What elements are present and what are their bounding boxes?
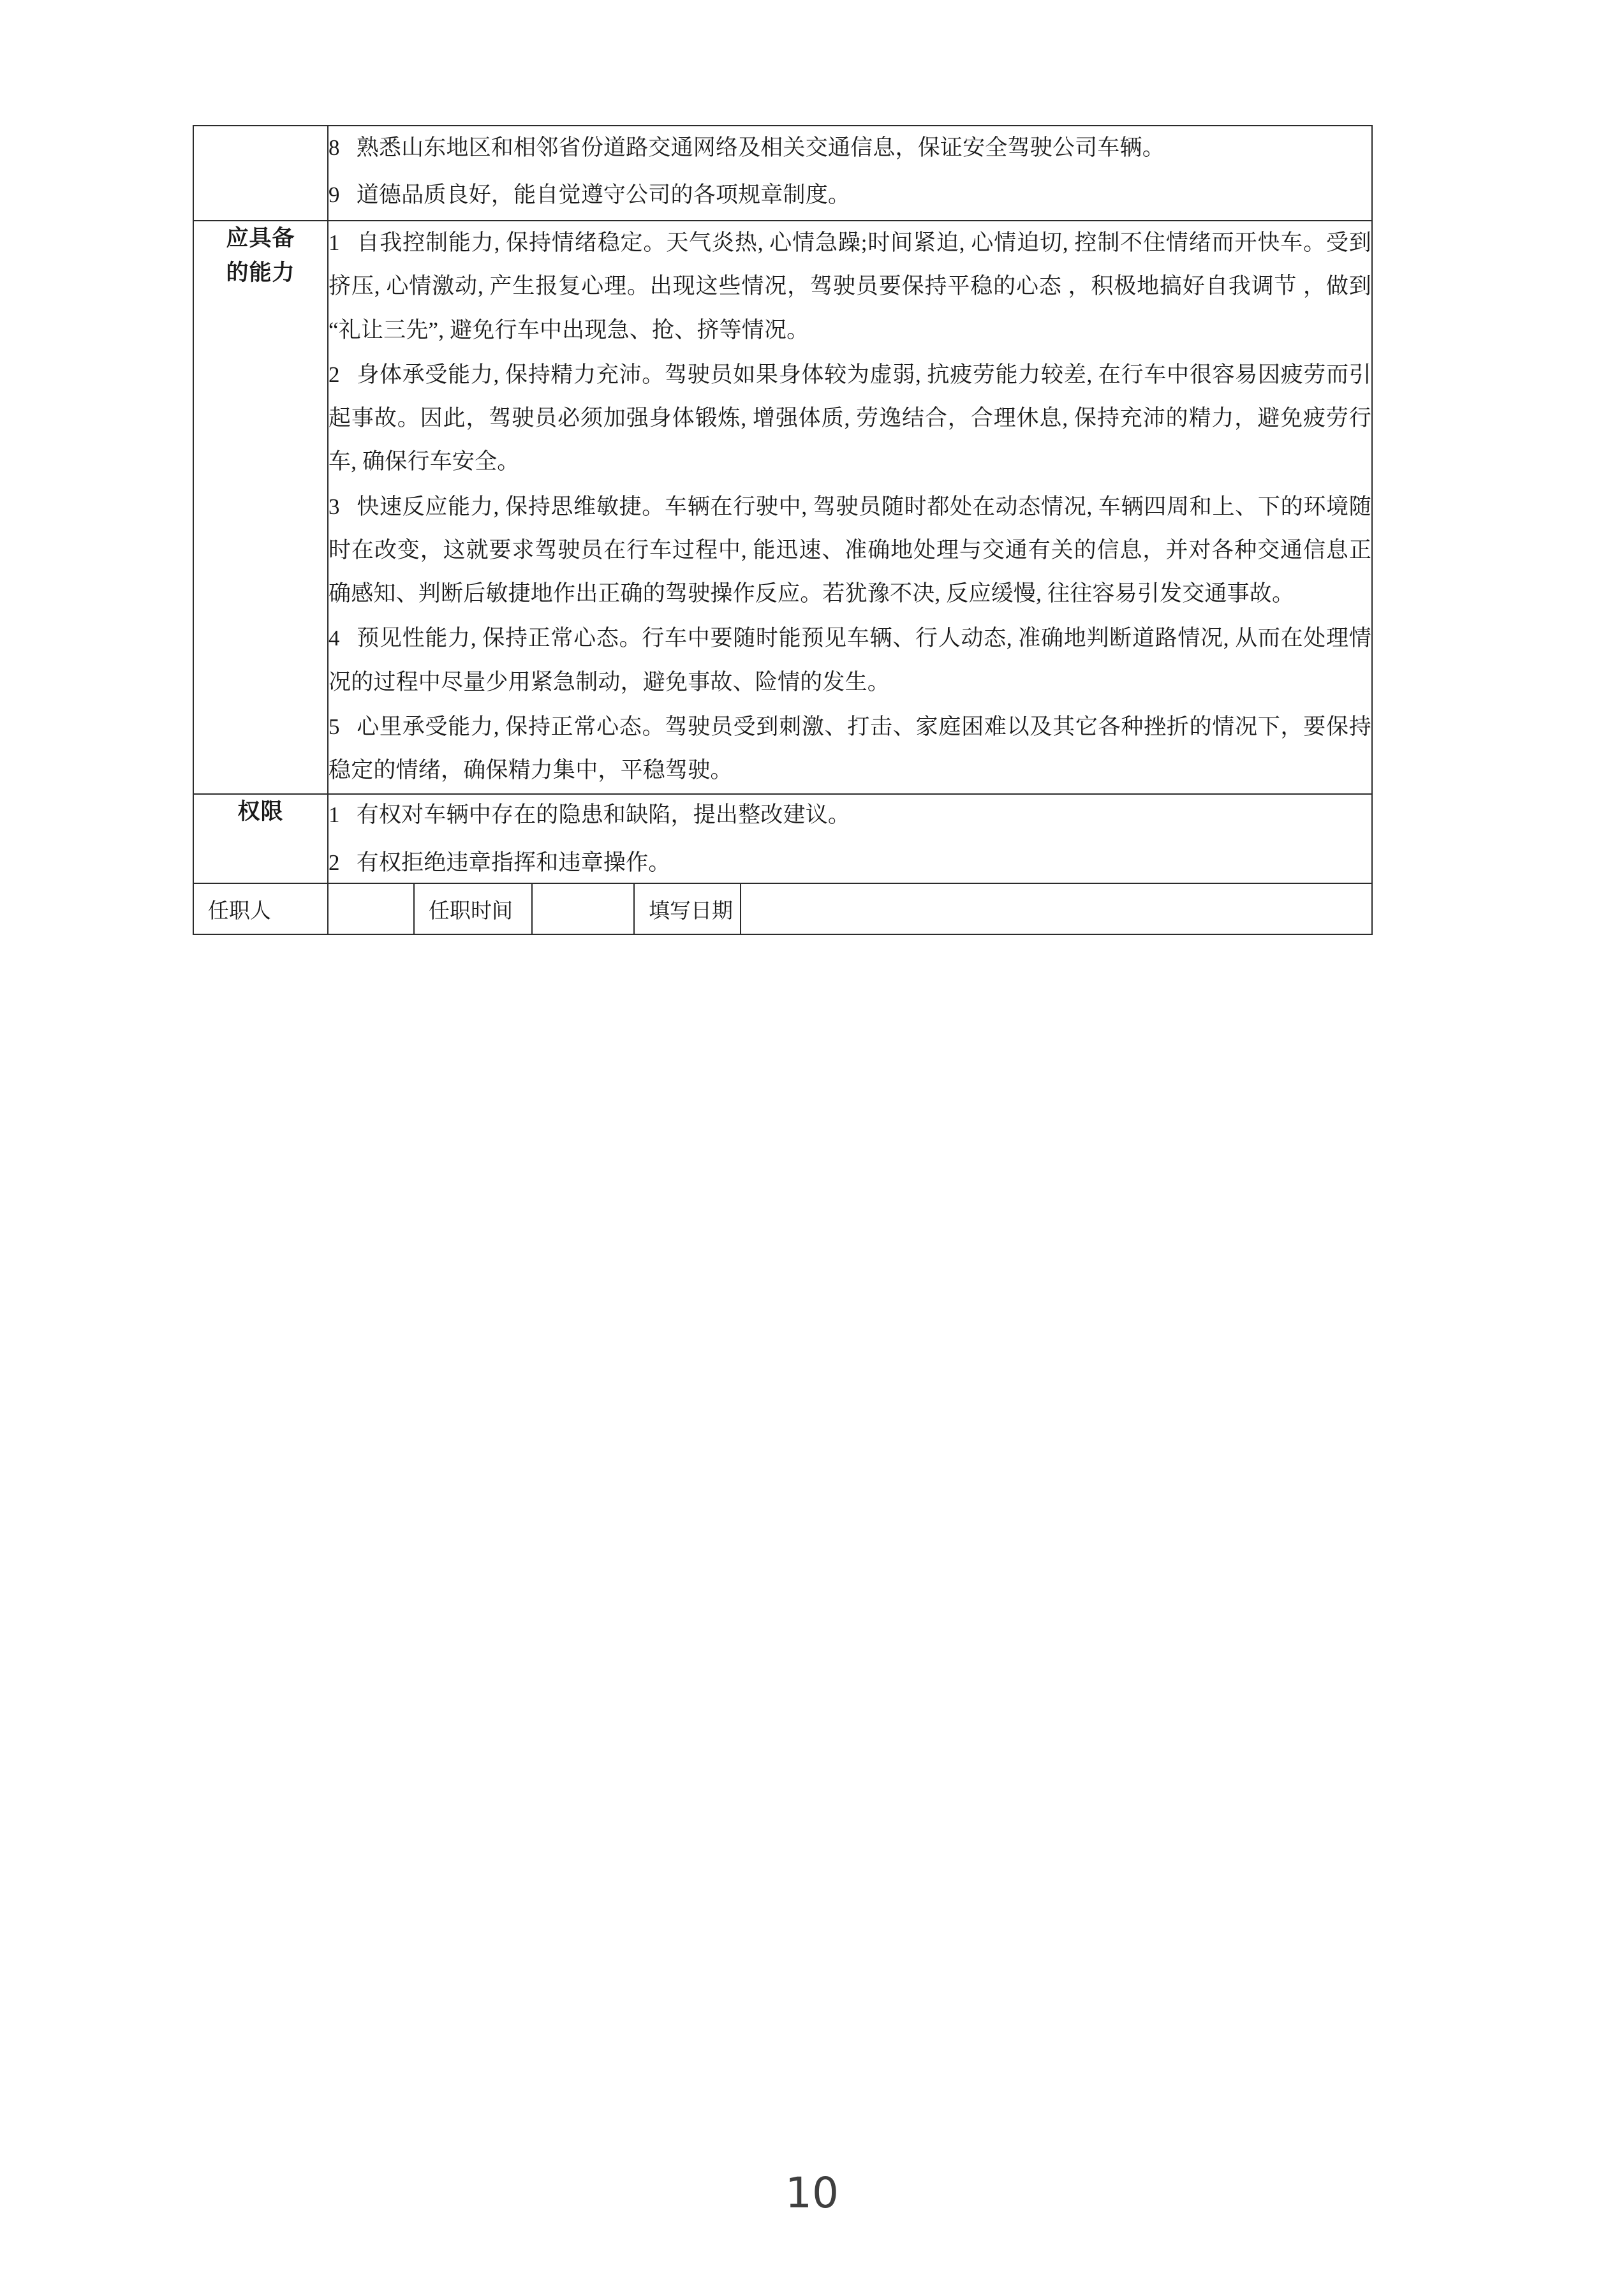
row-label-authority: 权限 [193, 794, 328, 883]
list-item [328, 485, 1371, 616]
row-content-required-abilities [328, 221, 1372, 794]
list-item-number: 5 [328, 714, 340, 739]
list-item [328, 173, 1371, 217]
list-item [328, 705, 1371, 793]
row-label-line: 的能力 [226, 260, 295, 286]
table-row-signature [193, 883, 1372, 934]
list-item [328, 353, 1371, 484]
list-item-text: 快速反应能力, 保持思维敏捷。车辆在行驶中, 驾驶员随时都处在动态情况, 车辆四周和上、下的环境随时在改变，这就要求驾驶员在行车过程中, 能迅速、准确地处理与交通有关的信息，并对各种交通信息正确感知、判断后敏捷地作出正确的驾驶操作反应。若犹豫不决, 反应缓慢, 往往容易引发交通事故。 [328, 494, 1372, 607]
list-item [328, 843, 1371, 883]
row-label-continued [193, 126, 328, 221]
list-item-number: 8 [328, 135, 340, 160]
row-label-line: 应具备 [226, 226, 295, 252]
list-item-number: 2 [328, 362, 340, 387]
table-row-required-abilities [193, 221, 1372, 794]
row-content-continued [328, 126, 1372, 221]
list-item [328, 221, 1371, 352]
row-label-required-abilities [193, 221, 328, 794]
list-item-text: 预见性能力, 保持正常心态。行车中要随时能预见车辆、行人动态, 准确地判断道路情况, 从而在处理情况的过程中尽量少用紧急制动，避免事故、险情的发生。 [328, 626, 1372, 695]
job-description-table [193, 125, 1373, 935]
fill-date-label: 填写日期 [634, 883, 741, 934]
list-item-number: 9 [328, 182, 340, 207]
appointment-time-label: 任职时间 [414, 883, 532, 934]
list-item-number: 3 [328, 494, 340, 519]
list-item-text: 道德品质良好，能自觉遵守公司的各项规章制度。 [356, 182, 851, 207]
list-item-number: 2 [328, 850, 340, 876]
list-item-text: 心里承受能力, 保持正常心态。驾驶员受到刺激、打击、家庭困难以及其它各种挫折的情况下，要保持稳定的情绪，确保精力集中，平稳驾驶。 [328, 714, 1372, 783]
list-item-text: 身体承受能力, 保持精力充沛。驾驶员如果身体较为虚弱, 抗疲劳能力较差, 在行车中很容易因疲劳而引起事故。因此，驾驶员必须加强身体锻炼, 增强体质, 劳逸结合，合理休息, 保持充沛的精力，避免疲劳行车, 确保行车安全。 [328, 362, 1372, 475]
table-row-continued-requirements [193, 126, 1372, 221]
list-item-text: 熟悉山东地区和相邻省份道路交通网络及相关交通信息，保证安全驾驶公司车辆。 [356, 135, 1165, 160]
page-number: 10 [785, 2168, 839, 2218]
list-item-text: 有权拒绝违章指挥和违章操作。 [356, 850, 671, 876]
list-item-number: 1 [328, 230, 340, 256]
row-content-authority [328, 794, 1372, 883]
list-item-text: 自我控制能力, 保持情绪稳定。天气炎热, 心情急躁;时间紧迫, 心情迫切, 控制不住情绪而开快车。受到挤压, 心情激动, 产生报复心理。出现这些情况，驾驶员要保持平稳的心态 ，积极地搞好自我调节 ，做到“礼让三先”, 避免行车中出现急、抢、挤等情况。 [328, 230, 1372, 342]
fill-date-value[interactable] [741, 883, 1372, 934]
list-item [328, 795, 1371, 835]
appointment-time-value[interactable] [532, 883, 634, 934]
table-row-authority [193, 794, 1372, 883]
list-item-text: 有权对车辆中存在的隐患和缺陷，提出整改建议。 [356, 802, 851, 828]
list-item [328, 617, 1371, 704]
list-item-number: 1 [328, 802, 340, 828]
list-item-number: 4 [328, 626, 340, 651]
list-item [328, 126, 1371, 170]
appointee-value[interactable] [328, 883, 414, 934]
appointee-label: 任职人 [193, 883, 328, 934]
